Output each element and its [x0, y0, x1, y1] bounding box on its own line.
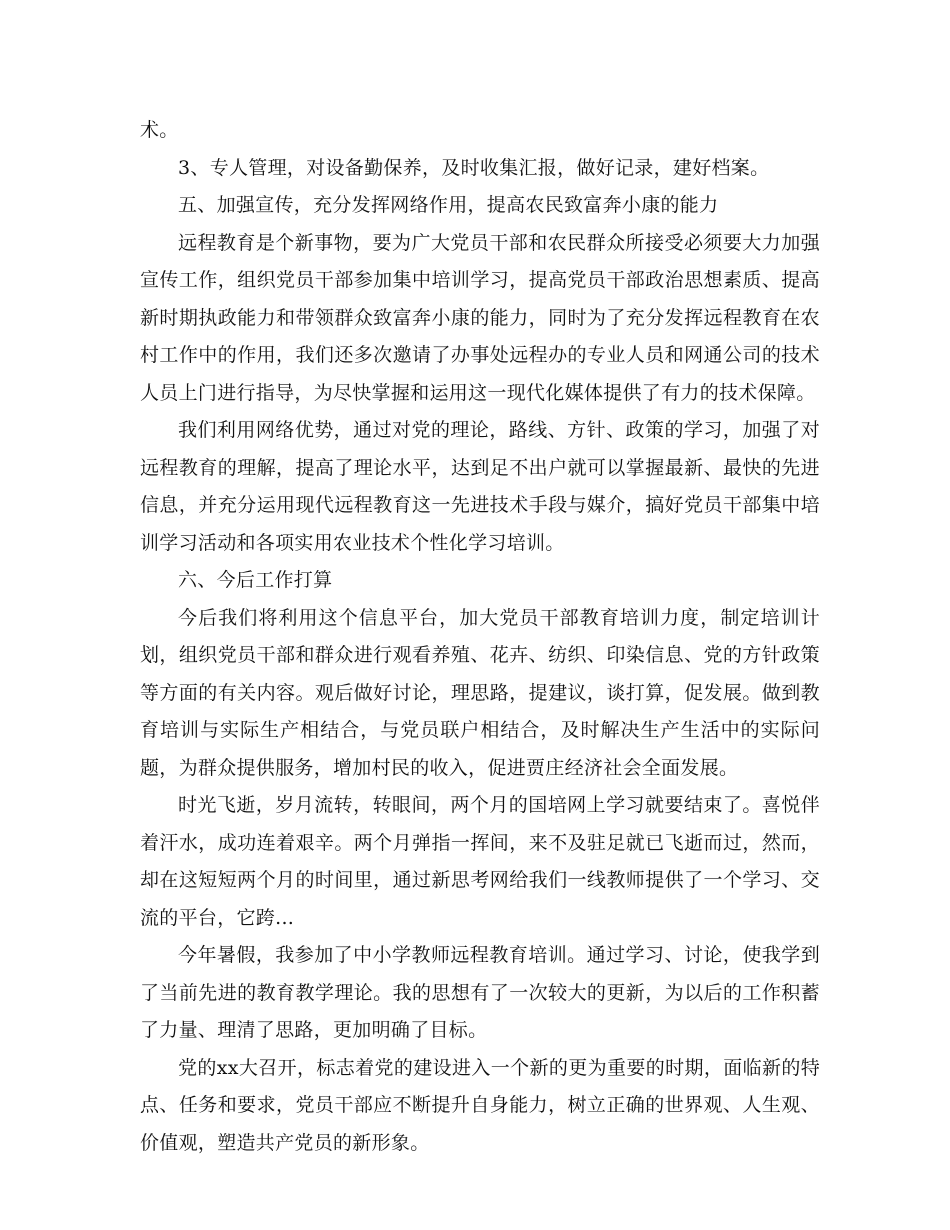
paragraph-2: 3、专人管理，对设备勤保养，及时收集汇报，做好记录，建好档案。: [178, 156, 770, 179]
section-heading-6: 六、今后工作打算: [178, 569, 333, 591]
paragraph-4: 我们利用网络优势，通过对党的理论，路线、方针、政策的学习，加强了对远程教育的理解，提高了理论水平，达到足不出户就可以掌握最新、最快的先进信息，并充分运用现代远程教育这一先进技术手段与媒介，搞好党员干部集中培训学习活动和各项实用农业技术个性化学习培训。: [140, 419, 820, 554]
paragraph-3: 远程教育是个新事物，要为广大党员干部和农民群众所接受必须要大力加强宣传工作，组织党员干部参加集中培训学习，提高党员干部政治思想素质、提高新时期执政能力和带领群众致富奔小康的能力，同时为了充分发挥远程教育在农村工作中的作用，我们还多次邀请了办事处远程办的专业人员和网通公司的技术人员上门进行指导，为尽快掌握和运用这一现代化媒体提供了有力的技术保障。: [140, 231, 820, 404]
document-body: [140, 112, 820, 1162]
section-heading-5: 五、加强宣传，充分发挥网络作用，提高农民致富奔小康的能力: [178, 194, 719, 216]
paragraph-8: 党的xx大召开，标志着党的建设进入一个新的更为重要的时期，面临新的特点、任务和要求，党员干部应不断提升自身能力，树立正确的世界观、人生观、价值观，塑造共产党员的新形象。: [140, 1056, 820, 1154]
paragraph-5: 今后我们将利用这个信息平台，加大党员干部教育培训力度，制定培训计划，组织党员干部和群众进行观看养殖、花卉、纺织、印染信息、党的方针政策等方面的有关内容。观后做好讨论，理思路，提建议，谈打算，促发展。做到教育培训与实际生产相结合，与党员联户相结合，及时解决生产生活中的实际问题，为群众提供服务，增加村民的收入，促进贾庄经济社会全面发展。: [140, 606, 820, 779]
paragraph-7: 今年暑假，我参加了中小学教师远程教育培训。通过学习、讨论，使我学到了当前先进的教育教学理论。我的思想有了一次较大的更新，为以后的工作积蓄了力量、理清了思路，更加明确了目标。: [140, 944, 820, 1041]
paragraph-6: 时光飞逝，岁月流转，转眼间，两个月的国培网上学习就要结束了。喜悦伴着汗水，成功连着艰辛。两个月弹指一挥间，来不及驻足就已飞逝而过，然而，却在这短短两个月的时间里，通过新思考网给我们一线教师提供了一个学习、交流的平台，它跨...: [140, 794, 820, 929]
paragraph-1: 术。: [140, 119, 179, 141]
